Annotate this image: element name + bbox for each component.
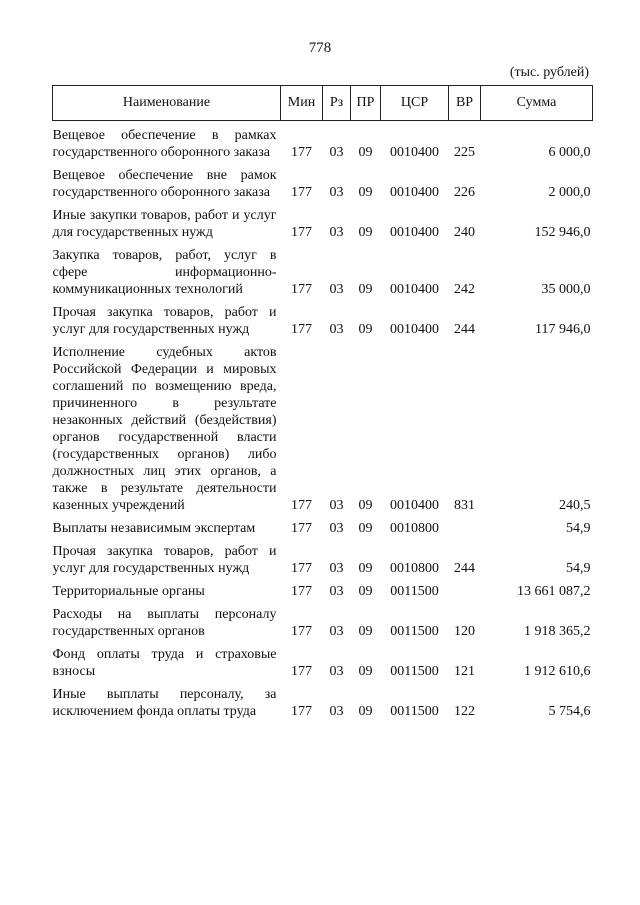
cell-pr: 09 bbox=[358, 704, 373, 719]
cell-pr: 09 bbox=[358, 498, 373, 513]
cell-rz: 03 bbox=[329, 521, 344, 536]
cell-min: 177 bbox=[291, 664, 312, 679]
cell-csr: 0011500 bbox=[390, 704, 439, 719]
cell-csr: 0010400 bbox=[390, 282, 439, 297]
cell-csr: 0010400 bbox=[390, 225, 439, 240]
cell-min: 177 bbox=[291, 185, 312, 200]
cell-name: Прочая закупка товаров, работ и услуг для государственных нужд bbox=[52, 305, 277, 337]
cell-vr: 244 bbox=[454, 322, 475, 337]
cell-name: Территориальные органы bbox=[52, 584, 205, 599]
cell-rz: 03 bbox=[329, 322, 344, 337]
cell-rz: 03 bbox=[329, 624, 344, 639]
cell-name: Фонд оплаты труда и страховые взносы bbox=[52, 647, 277, 679]
cell-name: Прочая закупка товаров, работ и услуг для государственных нужд bbox=[52, 544, 277, 576]
cell-vr bbox=[449, 577, 481, 600]
cell-rz: 03 bbox=[329, 145, 344, 160]
cell-sum: 54,9 bbox=[566, 561, 591, 576]
cell-min: 177 bbox=[291, 282, 312, 297]
cell-vr: 831 bbox=[454, 498, 475, 513]
cell-rz: 03 bbox=[329, 584, 344, 599]
cell-pr: 09 bbox=[358, 282, 373, 297]
header-min: Мин bbox=[281, 86, 323, 121]
cell-min: 177 bbox=[291, 521, 312, 536]
table-row bbox=[53, 161, 593, 201]
header-name: Наименование bbox=[53, 86, 281, 121]
cell-rz: 03 bbox=[329, 561, 344, 576]
cell-rz: 03 bbox=[329, 185, 344, 200]
cell-pr: 09 bbox=[358, 584, 373, 599]
cell-pr: 09 bbox=[358, 185, 373, 200]
cell-min: 177 bbox=[291, 704, 312, 719]
cell-vr: 240 bbox=[454, 225, 475, 240]
cell-vr: 225 bbox=[454, 145, 475, 160]
cell-csr: 0011500 bbox=[390, 664, 439, 679]
cell-rz: 03 bbox=[329, 282, 344, 297]
cell-sum: 152 946,0 bbox=[534, 225, 591, 240]
table-row bbox=[53, 537, 593, 577]
cell-name: Выплаты независимым экспертам bbox=[52, 521, 256, 536]
budget-table bbox=[52, 85, 593, 720]
cell-csr: 0010400 bbox=[390, 322, 439, 337]
units-label: (тыс. рублей) bbox=[509, 65, 589, 80]
cell-sum: 2 000,0 bbox=[548, 185, 591, 200]
cell-min: 177 bbox=[291, 225, 312, 240]
cell-pr: 09 bbox=[358, 322, 373, 337]
header-vr: ВР bbox=[449, 86, 481, 121]
cell-min: 177 bbox=[291, 584, 312, 599]
table-row bbox=[53, 600, 593, 640]
table-row bbox=[53, 680, 593, 720]
header-sum: Сумма bbox=[481, 86, 593, 121]
cell-name: Расходы на выплаты персоналу государственных органов bbox=[52, 607, 277, 639]
cell-csr: 0011500 bbox=[390, 624, 439, 639]
table-row bbox=[53, 514, 593, 537]
cell-min: 177 bbox=[291, 624, 312, 639]
cell-pr: 09 bbox=[358, 145, 373, 160]
cell-min: 177 bbox=[291, 561, 312, 576]
cell-vr: 244 bbox=[454, 561, 475, 576]
cell-name: Вещевое обеспечение в рамках государственного оборонного заказа bbox=[52, 128, 277, 160]
cell-name: Исполнение судебных актов Российской Федерации и мировых соглашений по возмещению вреда, причиненного в результате незаконных действий (бездействия) органов государственной власти (государственных органов) либо должностных лиц этих органов, а также в результате деятельности казенных учреждений bbox=[52, 345, 277, 513]
cell-pr: 09 bbox=[358, 225, 373, 240]
cell-pr: 09 bbox=[358, 624, 373, 639]
header-pr: ПР bbox=[351, 86, 381, 121]
cell-sum: 35 000,0 bbox=[541, 282, 591, 297]
cell-vr: 120 bbox=[454, 624, 475, 639]
table-row bbox=[53, 201, 593, 241]
cell-sum: 1 918 365,2 bbox=[524, 624, 591, 639]
cell-name: Иные выплаты персоналу, за исключением фонда оплаты труда bbox=[52, 687, 277, 719]
cell-sum: 117 946,0 bbox=[535, 322, 591, 337]
cell-name: Вещевое обеспечение вне рамок государственного оборонного заказа bbox=[52, 168, 277, 200]
cell-csr: 0010400 bbox=[390, 498, 439, 513]
cell-sum: 54,9 bbox=[566, 521, 591, 536]
cell-vr bbox=[449, 514, 481, 537]
table-header bbox=[53, 86, 593, 121]
cell-csr: 0010400 bbox=[390, 145, 439, 160]
cell-pr: 09 bbox=[358, 521, 373, 536]
cell-csr: 0010800 bbox=[390, 521, 439, 536]
cell-min: 177 bbox=[291, 145, 312, 160]
cell-rz: 03 bbox=[329, 704, 344, 719]
cell-name: Закупка товаров, работ, услуг в сфере информационно-коммуникационных технологий bbox=[52, 248, 277, 297]
header-csr: ЦСР bbox=[381, 86, 449, 121]
cell-min: 177 bbox=[291, 498, 312, 513]
cell-name: Иные закупки товаров, работ и услуг для государственных нужд bbox=[52, 208, 277, 240]
table-body bbox=[53, 121, 593, 721]
table-row bbox=[53, 241, 593, 298]
cell-vr: 226 bbox=[454, 185, 475, 200]
cell-sum: 13 661 087,2 bbox=[517, 584, 591, 599]
cell-pr: 09 bbox=[358, 561, 373, 576]
cell-pr: 09 bbox=[358, 664, 373, 679]
table-row bbox=[53, 298, 593, 338]
cell-sum: 1 912 610,6 bbox=[524, 664, 591, 679]
cell-min: 177 bbox=[291, 322, 312, 337]
table-row bbox=[53, 640, 593, 680]
cell-sum: 6 000,0 bbox=[548, 145, 591, 160]
table-row bbox=[53, 121, 593, 162]
header-rz: Рз bbox=[323, 86, 351, 121]
cell-sum: 240,5 bbox=[559, 498, 591, 513]
cell-sum: 5 754,6 bbox=[548, 704, 591, 719]
cell-csr: 0010800 bbox=[390, 561, 439, 576]
cell-vr: 122 bbox=[454, 704, 475, 719]
cell-vr: 242 bbox=[454, 282, 475, 297]
table-row bbox=[53, 338, 593, 514]
cell-csr: 0011500 bbox=[390, 584, 439, 599]
cell-rz: 03 bbox=[329, 664, 344, 679]
page-number: 778 bbox=[308, 40, 332, 56]
cell-rz: 03 bbox=[329, 498, 344, 513]
cell-csr: 0010400 bbox=[390, 185, 439, 200]
cell-rz: 03 bbox=[329, 225, 344, 240]
cell-vr: 121 bbox=[454, 664, 475, 679]
table-row bbox=[53, 577, 593, 600]
